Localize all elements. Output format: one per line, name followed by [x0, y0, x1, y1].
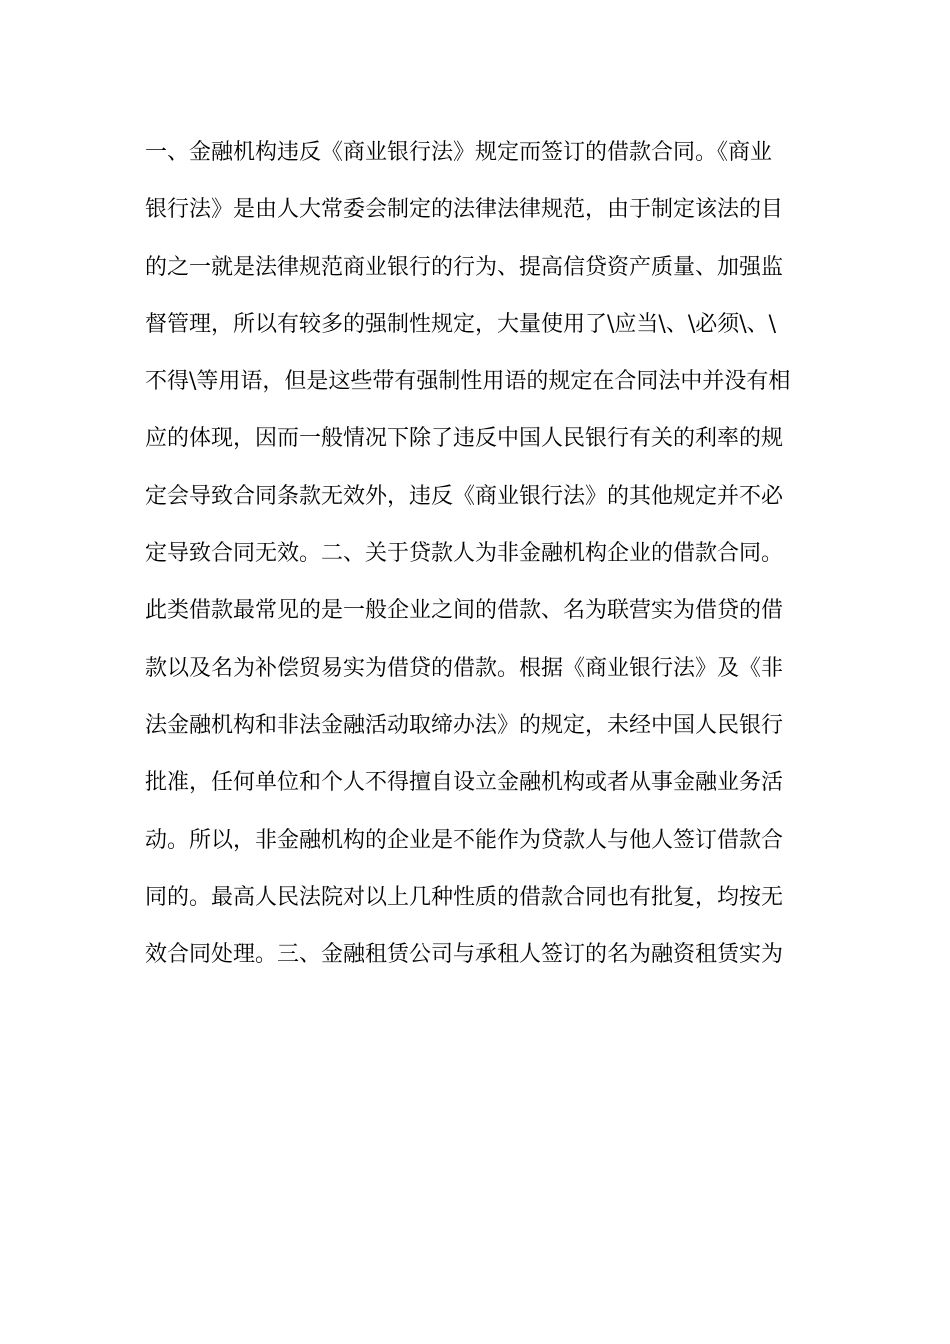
text-line: 法金融机构和非法金融活动取缔办法》的规定，未经中国人民银行: [145, 712, 784, 738]
text-line: 定导致合同无效。二、关于贷款人为非金融机构企业的借款合同。: [145, 541, 784, 567]
text-line: 不得\等用语，但是这些带有强制性用语的规定在合同法中并没有相: [145, 369, 791, 395]
body-paragraph: [145, 131, 815, 990]
text-line: 批准，任何单位和个人不得擅自设立金融机构或者从事金融业务活: [145, 770, 784, 796]
text-line: 定会导致合同条款无效外，违反《商业银行法》的其他规定并不必: [145, 483, 784, 509]
text-line: 款以及名为补偿贸易实为借贷的借款。根据《商业银行法》及《非: [145, 655, 784, 681]
text-line: 银行法》是由人大常委会制定的法律法律规范，由于制定该法的目: [145, 197, 784, 223]
text-line: 一、金融机构违反《商业银行法》规定而签订的借款合同。《商业: [145, 140, 773, 165]
text-line: 此类借款最常见的是一般企业之间的借款、名为联营实为借贷的借: [145, 598, 784, 624]
text-line: 同的。最高人民法院对以上几种性质的借款合同也有批复，均按无: [145, 884, 784, 910]
text-line: 的之一就是法律规范商业银行的行为、提高信贷资产质量、加强监: [145, 254, 784, 280]
text-line: 应的体现，因而一般情况下除了违反中国人民银行有关的利率的规: [145, 426, 784, 452]
text-line: 动。所以，非金融机构的企业是不能作为贷款人与他人签订借款合: [145, 827, 784, 853]
text-line: 效合同处理。三、金融租赁公司与承租人签订的名为融资租赁实为: [145, 942, 784, 968]
text-line: 督管理，所以有较多的强制性规定，大量使用了\应当\、\必须\、\: [145, 311, 777, 337]
